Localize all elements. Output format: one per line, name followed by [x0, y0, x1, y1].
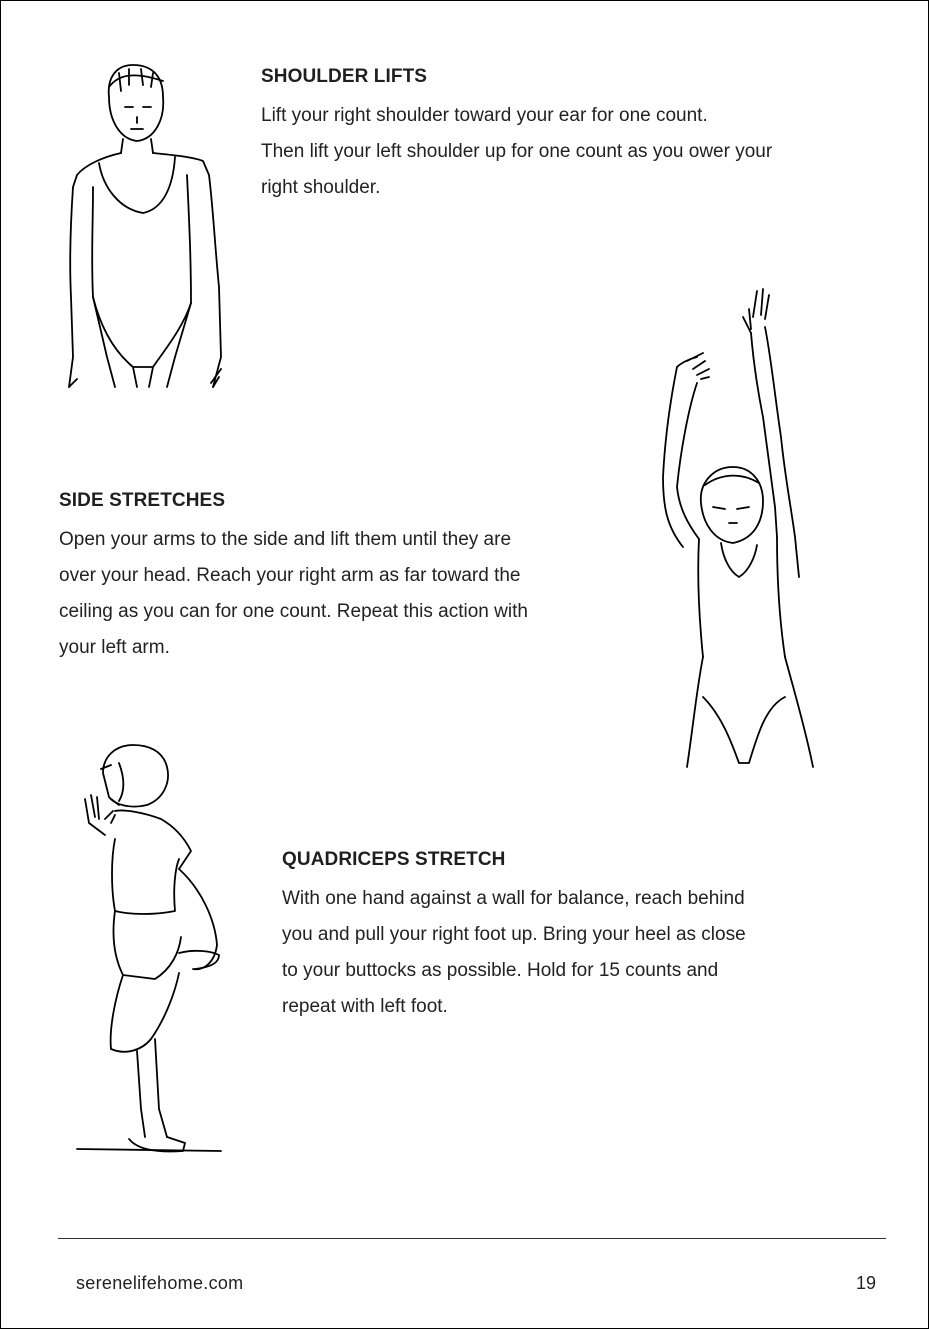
side-stretches-line-3: ceiling as you can for one count. Repeat this action with [59, 601, 528, 622]
quadriceps-stretch-line-4: repeat with left foot. [282, 996, 448, 1017]
side-stretches-heading: SIDE STRETCHES [59, 490, 226, 511]
page-number: 19 [855, 1273, 876, 1293]
quadriceps-stretch-line-1: With one hand against a wall for balance, reach behind [282, 888, 745, 909]
footer-website: serenelifehome.com [76, 1273, 244, 1293]
footer-divider [58, 1238, 886, 1239]
shoulder-lifts-heading: SHOULDER LIFTS [261, 66, 428, 87]
shoulder-lifts-section [261, 65, 772, 206]
side-stretches-section [59, 489, 528, 666]
quadriceps-stretch-illustration [75, 739, 235, 1164]
side-stretches-illustration [653, 287, 823, 771]
shoulder-lifts-line-2: Then lift your left shoulder up for one count as you ower your [261, 141, 773, 162]
quadriceps-stretch-line-3: to your buttocks as possible. Hold for 15 counts and [282, 960, 719, 981]
shoulder-lifts-illustration [63, 57, 233, 392]
side-stretches-line-4: your left arm. [59, 637, 170, 658]
side-stretches-line-2: over your head. Reach your right arm as far toward the [59, 565, 521, 586]
shoulder-lifts-line-1: Lift your right shoulder toward your ear for one count. [261, 105, 708, 126]
quadriceps-stretch-line-2: you and pull your right foot up. Bring your heel as close [282, 924, 746, 945]
quadriceps-stretch-heading: QUADRICEPS STRETCH [282, 849, 506, 870]
quadriceps-stretch-section [282, 848, 746, 1025]
shoulder-lifts-line-3: right shoulder. [261, 177, 381, 198]
side-stretches-line-1: Open your arms to the side and lift them until they are [59, 529, 512, 550]
